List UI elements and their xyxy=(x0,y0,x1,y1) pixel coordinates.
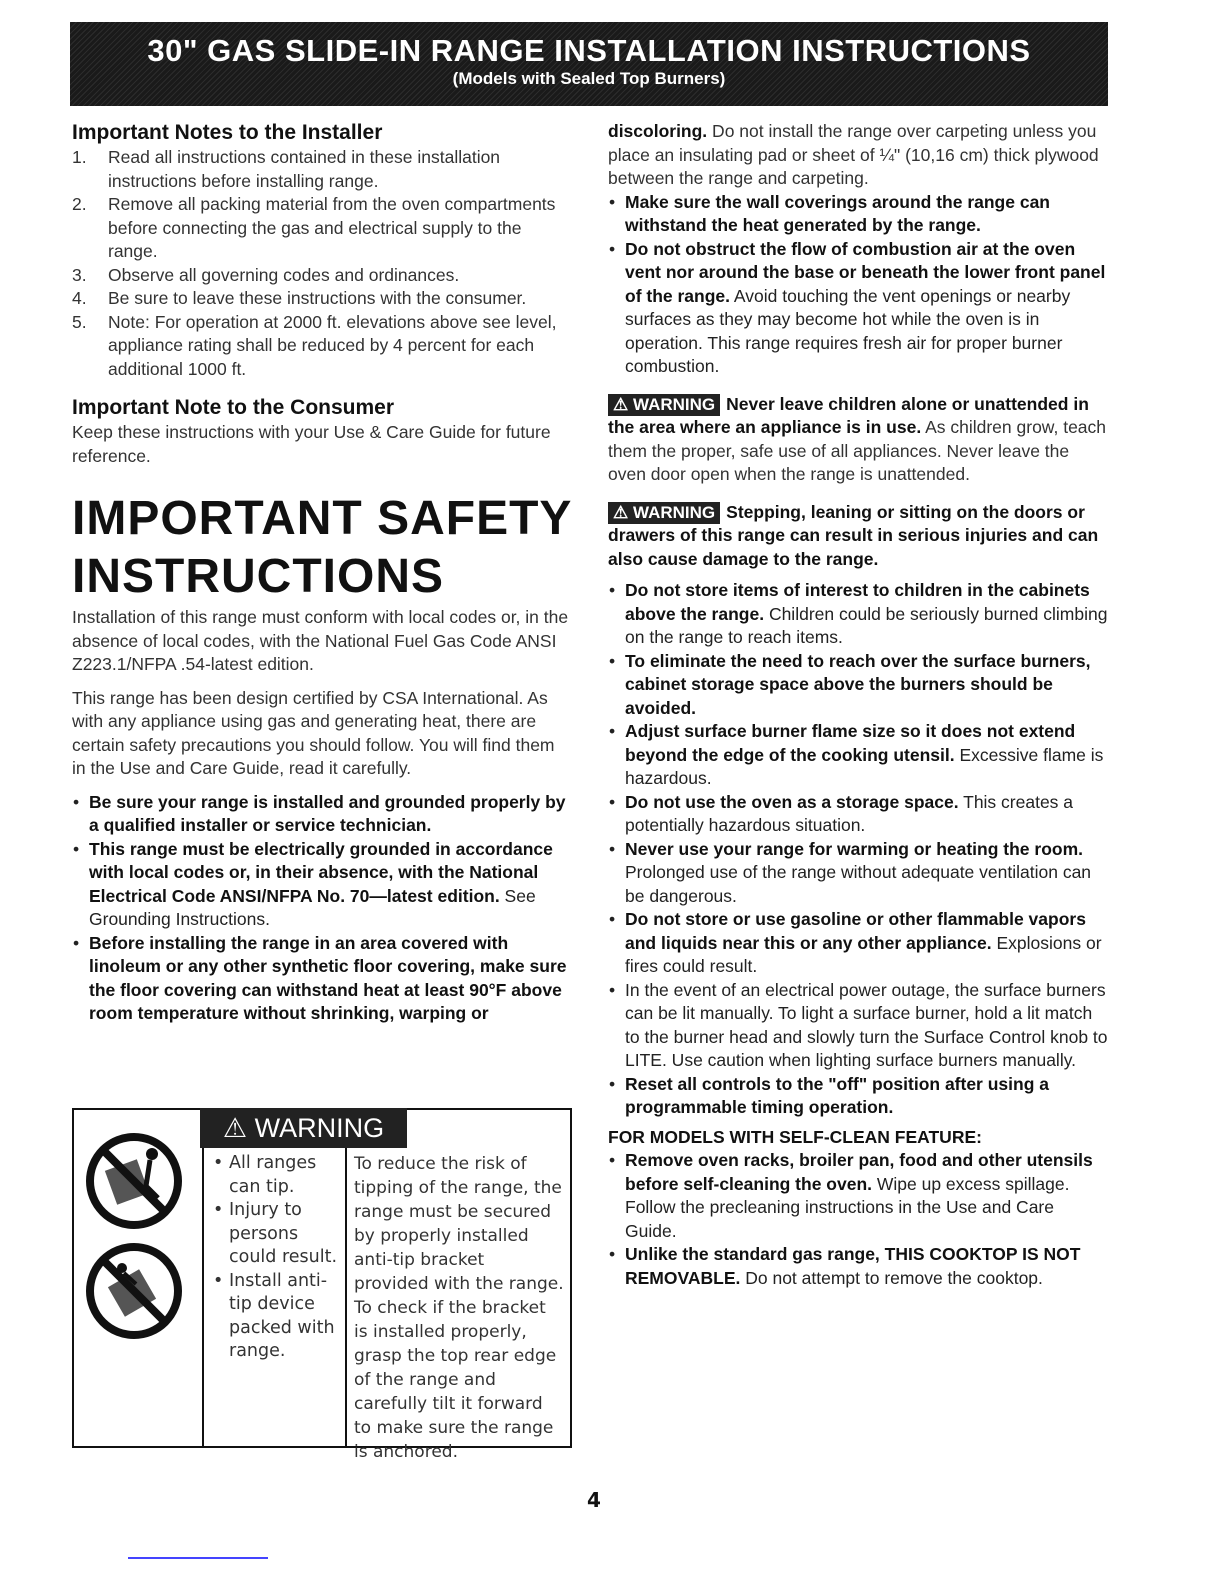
list-item: • All ranges can tip. xyxy=(212,1152,342,1199)
list-item: • Do not obstruct the flow of combustion air at the oven vent nor around the base or beneath the lower front panel of the range. Avoid touching the vent openings or nearby surfaces as they may become hot while the oven is in operation. This range requires fresh air for proper burner combustion. xyxy=(608,238,1108,379)
right-column: discoloring. Do not install the range over carpeting unless you place an insulating pad or sheet of ¼" (10,16 cm) thick plywood between the range and carpeting. • Make sure the wall coverings around the range can withstand the heat generated by the range. • Do not obstruct the flow of combustion air at the oven vent nor around the base or beneath the lower front panel of the range. Avoid touching the vent openings or nearby surfaces as they may become hot while the oven is in operation. This range requires fresh air for proper burner combustion. ⚠ WARNING Never leave children alone or unattended in the area where an appliance is in use. As children grow, teach them the proper, safe use of all appliances. Never leave the oven door open when the range is unattended. ⚠ WARNING Stepping, leaning or sitting on the doors or drawers of this range can result in serious injuries and can also cause damage to the range. • Do not store items of interest to children in the cabinets above the range. Children could be seriously burned climbing on the range to reach items. • To eliminate the need to reach over the surface burners, cabinet storage space above the burners should be avoided. • Adjust surface burner flame size so it does not extend beyond the edge of the cooking utensil. Excessive flame is hazardous. • Do not use the oven as a storage space. This creates a potentially hazardous situation. • Never use your range for warming or heating the room. Prolonged use of the range without adequate ventilation can be dangerous. • Do not store or use gasoline or other flammable vapors and liquids near this or any other appliance. Explosions or fires could result. • In the event of an electrical power outage, the surface burners can be lit manually. To light a surface burner, hold a lit match to the burner head and slowly turn the Surface Control knob to LITE. Use caution when lighting surface burners manually. • Reset all controls to the "off" position after using a programmable timing operation. FOR MODELS WITH SELF-CLEAN FEATURE: • Remove oven racks, broiler pan, food and other utensils before self-cleaning the oven. Wipe up excess spillage. Follow the precleaning instructions in the Use and Care Guide. • Unlike the standard gas range, THIS COOKTOP IS NOT REMOVABLE. Do not attempt to remove the cooktop. xyxy=(608,120,1108,1290)
safety-para-2: This range has been design certified by CSA International. As with any appliance using gas and generating heat, there are certain safety precautions you should follow. You will find them in the Use and Care Guide, read it carefully. xyxy=(72,687,555,778)
list-item: • Make sure the wall coverings around the range can withstand the heat generated by the range. xyxy=(608,191,1108,238)
list-item: • Do not store items of interest to children in the cabinets above the range. Children could be seriously burned climbing on the range to reach items. xyxy=(608,579,1108,650)
self-clean-heading: FOR MODELS WITH SELF-CLEAN FEATURE: xyxy=(608,1126,982,1147)
warning-children: ⚠ WARNING Never leave children alone or unattended in the area where an appliance is in use. As children grow, teach them the proper, safe use of all appliances. Never leave the oven door open when the range is unattended. xyxy=(608,393,1107,484)
list-item: • Do not store or use gasoline or other flammable vapors and liquids near this or any other appliance. Explosions or fires could result. xyxy=(608,908,1108,979)
tip-over-warning-box xyxy=(72,1108,572,1462)
list-item: • Be sure your range is installed and grounded properly by a qualified installer or service technician. xyxy=(72,791,572,838)
divider xyxy=(202,1148,204,1446)
safety-para-1: Installation of this range must conform with local codes or, in the absence of local codes, with the National Fuel Gas Code ANSI Z223.1/NFPA .54-latest edition. xyxy=(72,607,569,674)
list-item: 1. Read all instructions contained in these installation instructions before installing range. xyxy=(72,147,501,191)
footer-rule xyxy=(128,1557,268,1559)
list-item: • To eliminate the need to reach over the surface burners, cabinet storage space above the burners should be avoided. xyxy=(608,650,1108,721)
list-item: • Before installing the range in an area covered with linoleum or any other synthetic floor covering, make sure the floor covering can withstand heat at least 90°F above room temperature without shrinking, warping or xyxy=(72,932,572,1026)
list-item: 2. Remove all packing material from the oven compartments before connecting the gas and electrical supply to the range. xyxy=(72,194,556,261)
safety-title: IMPORTANT SAFETY INSTRUCTIONS xyxy=(72,492,572,603)
warning-badge: ⚠ WARNING xyxy=(608,502,720,524)
divider xyxy=(345,1148,347,1446)
warning-badge: ⚠ WARNING xyxy=(608,394,720,416)
warning-text: To reduce the risk of tipping of the range, the range must be secured by properly installed anti-tip bracket provided with the range. To check if the bracket is installed properly, grasp the top rear edge of the range and carefully tilt it forward to make sure the range is anchored. xyxy=(354,1154,564,1462)
installer-list xyxy=(72,146,572,381)
list-item: 4. Be sure to leave these instructions with the consumer. xyxy=(72,288,527,308)
page-subtitle: (Models with Sealed Top Burners) xyxy=(452,69,726,88)
warning-label: ⚠ WARNING xyxy=(200,1108,407,1148)
list-item: • Injury to persons could result. xyxy=(212,1199,342,1270)
list-item: • Never use your range for warming or heating the room. Prolonged use of the range without adequate ventilation can be dangerous. xyxy=(608,838,1108,909)
list-item: • Adjust surface burner flame size so it does not extend beyond the edge of the cooking utensil. Excessive flame is hazardous. xyxy=(608,720,1108,791)
header-banner xyxy=(70,22,1108,106)
list-item: 5. Note: For operation at 2000 ft. elevations above see level, appliance rating shall be reduced by 4 percent for each additional 1000 ft. xyxy=(72,311,557,379)
consumer-heading: Important Note to the Consumer xyxy=(72,396,395,419)
list-item: • Install anti-tip device packed with range. xyxy=(212,1270,342,1364)
page-number: 4 xyxy=(587,1488,601,1512)
installer-heading: Important Notes to the Installer xyxy=(72,121,383,144)
list-item: • In the event of an electrical power outage, the surface burners can be lit manually. To light a surface burner, hold a lit match to the burner head and slowly turn the Surface Control knob to LITE. Use caution when lighting surface burners manually. xyxy=(608,979,1108,1073)
right-bullets-1 xyxy=(608,191,1108,379)
warning-bullets xyxy=(212,1152,342,1364)
list-item: • Remove oven racks, broiler pan, food and other utensils before self-cleaning the oven. Wipe up excess spillage. Follow the precleaning instructions in the Use and Care Guide. xyxy=(608,1149,1108,1243)
list-item: • Unlike the standard gas range, THIS COOKTOP IS NOT REMOVABLE. Do not attempt to remove the cooktop. xyxy=(608,1243,1108,1290)
list-item: • Reset all controls to the "off" position after using a programmable timing operation. xyxy=(608,1073,1108,1120)
list-item: • Do not use the oven as a storage space. This creates a potentially hazardous situation. xyxy=(608,791,1108,838)
left-column xyxy=(72,120,572,1026)
tip-over-icon xyxy=(84,1126,184,1356)
warning-pictograms xyxy=(84,1126,194,1360)
warning-stepping: ⚠ WARNING Stepping, leaning or sitting on the doors or drawers of this range can result in serious injuries and can also cause damage to the range. xyxy=(608,501,1099,569)
list-item: • This range must be electrically grounded in accordance with local codes or, in their absence, with the National Electrical Code ANSI/NFPA No. 70—latest edition. See Grounding Instructions. xyxy=(72,838,572,932)
list-item: 3. Observe all governing codes and ordinances. xyxy=(72,264,460,285)
page-title: 30" GAS SLIDE-IN RANGE INSTALLATION INSTRUCTIONS xyxy=(147,33,1031,68)
consumer-text: Keep these instructions with your Use & Care Guide for future reference. xyxy=(72,422,551,466)
self-clean-bullets xyxy=(608,1149,1108,1290)
safety-bullets xyxy=(72,791,572,1026)
right-bullets-2 xyxy=(608,579,1108,1120)
